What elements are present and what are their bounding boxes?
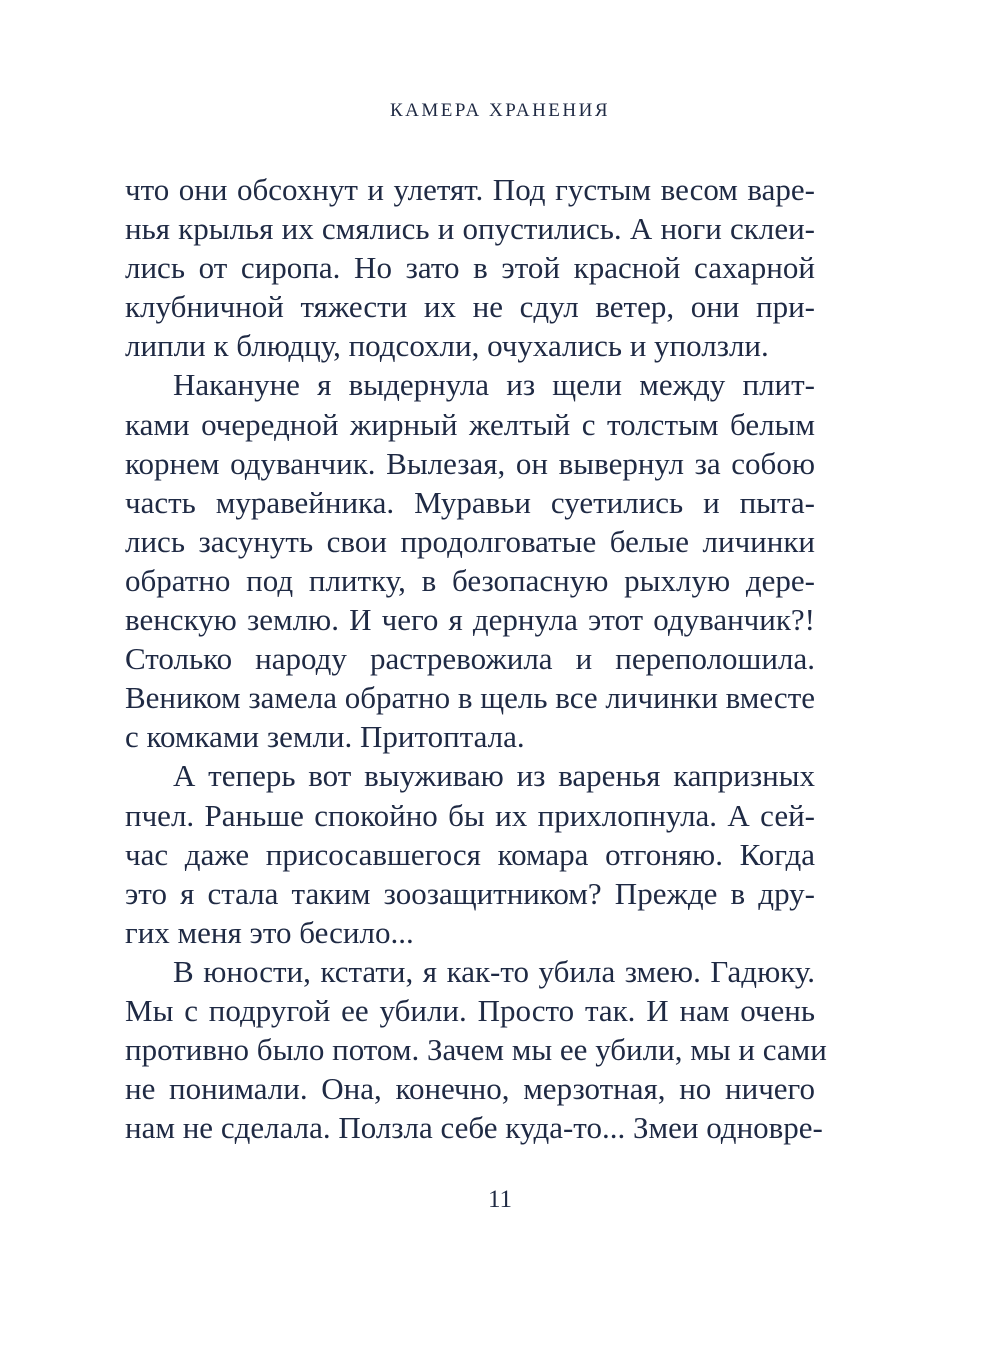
paragraph — [125, 756, 815, 951]
text-line: что они обсохнут и улетят. Под густым весом варе- — [125, 172, 815, 207]
text-line: противно было потом. Зачем мы ее убили, мы и сами — [125, 1032, 827, 1068]
text-line: венскую землю. И чего я дернула этот одуванчик?! — [125, 602, 815, 638]
text-line: корнем одуванчик. Вылезая, он вывернул за собою — [125, 445, 815, 481]
text-line: пчел. Раньше спокойно бы их прихлопнула. А сей- — [125, 797, 815, 833]
text-line: А теперь вот выуживаю из варенья капризных — [173, 758, 815, 794]
text-line: Накануне я выдернула из щели между плит- — [173, 367, 815, 403]
text-line: В юности, кстати, я как-то убила змею. Гадюку. — [173, 953, 815, 989]
text-line: с комками земли. Притоптала. — [125, 719, 525, 755]
paragraph — [125, 365, 815, 756]
text-line: нам не сделала. Ползла себе куда-то... Змеи одновре- — [125, 1110, 823, 1146]
paragraph — [125, 170, 815, 365]
page-number: 11 — [487, 1186, 513, 1213]
running-title: КАМЕРА ХРАНЕНИЯ — [389, 100, 611, 121]
text-line: час даже присосавшегося комара отгоняю. Когда — [125, 836, 815, 872]
text-line: липли к блюдцу, подсохли, очухались и уползли. — [125, 328, 769, 364]
text-line: нья крылья их смялись и опустились. А ноги склеи- — [125, 211, 815, 247]
text-line: Мы с подругой ее убили. Просто так. И нам очень — [125, 992, 815, 1028]
text-line: обратно под плитку, в безопасную рыхлую дере- — [125, 562, 815, 598]
text-line: Веником замела обратно в щель все личинки вместе — [125, 680, 815, 716]
text-line: Столько народу растревожила и переполошила. — [125, 641, 815, 677]
text-line: не понимали. Она, конечно, мерзотная, но ничего — [125, 1071, 815, 1107]
text-line: это я стала таким зоозащитником? Прежде в дру- — [125, 875, 815, 911]
text-line: гих меня это бесило... — [125, 914, 414, 950]
text-line: лись от сиропа. Но зато в этой красной сахарной — [125, 250, 815, 286]
text-line: клубничной тяжести их не сдул ветер, они при- — [125, 289, 815, 325]
paragraph — [125, 952, 827, 1147]
text-line: часть муравейника. Муравьи суетились и пыта- — [125, 484, 815, 520]
text-line: лись засунуть свои продолговатые белые личинки — [125, 523, 815, 559]
body-text — [125, 170, 827, 1147]
text-line: ками очередной жирный желтый с толстым белым — [125, 406, 815, 442]
